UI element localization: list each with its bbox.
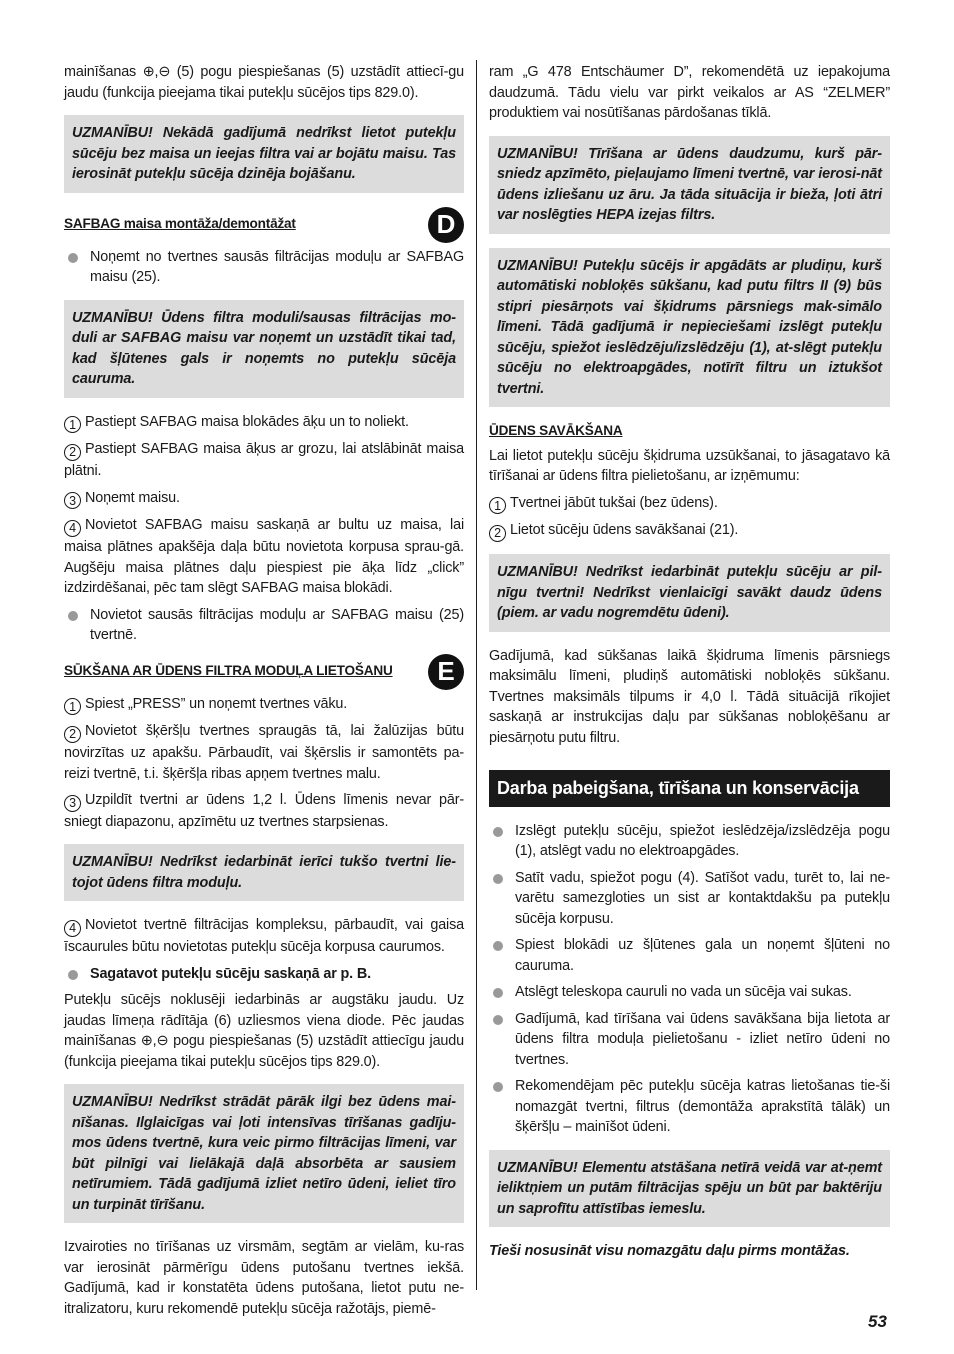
warning-box: UZMANĪBU! Nedrīkst iedarbināt ierīci tukšo tvertni lie-tojot ūdens filtra moduļu.: [64, 844, 464, 901]
warning-box: UZMANĪBU! Tīrīšana ar ūdens daudzumu, kurš pār-sniedz apzīmēto, pieļaujamo līmeni tvertnē, var ierosi-nāt ūdens izliešanu uz āru. Ja tāda situācija ir bieža, ļoti ātri var noslēgties HEPA izejas filtrs.: [489, 136, 890, 234]
bullet-item: Izslēgt putekļu sūcēju, spiežot ieslēdzēja/izslēdzēja pogu (1), atslēgt vadu no elektroapgādes.: [489, 821, 890, 862]
step-item: [64, 439, 464, 481]
step-text: Lietot sūcēju ūdens savākšanai (21).: [510, 522, 739, 539]
column-divider: [476, 60, 477, 1290]
paragraph: Gadījumā, kad sūkšanas laikā šķidruma līmenis pārsniegs maksimālu līmeni, pludiņš automātiski nobloķēs sūkšanu. Tvertnes maksimāls tilpums ir 4,0 l. Tādā situācijā rīkojiet saskaņā ar instrukcijas daļu par sūkšanas nobloķēšanu ar piesārņotu putu filtru.: [489, 647, 890, 746]
section-heading-row: [64, 654, 464, 690]
step-number-icon: 4: [64, 520, 81, 537]
step-text: Uzpildīt tvertni ar ūdens 1,2 l. Ūdens līmenis nevar pār-sniegt diapazonu, apzīmētu uz tvertnes starpsienas.: [64, 792, 464, 830]
bullet-item: Sagatavot putekļu sūcēju saskaņā ar p. B.: [64, 964, 464, 985]
section-heading-row: [489, 421, 890, 442]
step-text: Pastiept SAFBAG maisa blokādes āķu un to noliekt.: [85, 413, 409, 430]
step-item: [64, 694, 464, 716]
step-number-icon: 2: [489, 525, 506, 542]
bullet-item: Atslēgt teleskopa cauruli no vada un sūcēja vai sukas.: [489, 982, 890, 1003]
step-item: [64, 412, 464, 434]
paragraph: ram „G 478 Entschäumer D”, rekomendētā uz iepakojuma daudzumā. Tādu vielu var pirkt veikalos ar AS “ZELMER” produktiem vai nosūtīšanas pārdošanas tīklā.: [489, 64, 890, 121]
bullet-item: Novietot sausās filtrācijas moduļu ar SAFBAG maisu (25) tvertnē.: [64, 605, 464, 646]
step-number-icon: 2: [64, 444, 81, 461]
step-text: Novietot tvertnē filtrācijas kompleksu, pārbaudīt, vai gaisa īscaurules būtu novietotas putekļu sūcēja korpusa caurumos.: [64, 917, 464, 955]
step-item: [64, 915, 464, 957]
warning-box: UZMANĪBU! Ūdens filtra moduli/sausas filtrācijas mo-duli ar SAFBAG maisu var noņemt un uzstādīt tikai tad, kad šļūtenes gals ir noņemts no putekļu sūcēja cauruma.: [64, 300, 464, 398]
section-badge-d: D: [428, 207, 464, 243]
step-number-icon: 1: [64, 416, 81, 433]
warning-box: UZMANĪBU! Nedrīkst iedarbināt putekļu sūcēju ar pil-nīgu tvertni! Nedrīkst vienlaicīgi savākt daudz ūdens (piem. ar vadu nogremdētu ūdeni).: [489, 554, 890, 632]
step-number-icon: 4: [64, 920, 81, 937]
warning-box: UZMANĪBU! Putekļu sūcējs ir apgādāts ar pludiņu, kurš automātiski nobloķēs sūkšanu, kad putu filtrs II (9) būs stipri piesārņots vai šķidrums pārsniegs mak-simālo līmeni. Tādā gadījumā ir nepieciešami izslēgt putekļu sūcēju, spiežot ieslēdzēju/izslēdzēju (1), at-slēgt putekļu sūcēju no elektroapgādes, notīrīt filtru un iztukšot tvertni.: [489, 248, 890, 408]
step-number-icon: 3: [64, 795, 81, 812]
step-text: Noņemt maisu.: [85, 489, 180, 506]
bullet-item: Rekomendējam pēc putekļu sūcēja katras lietošanas tie-ši nomazgāt tvertni, filtrus (demontāža aprakstītā tālāk) un šķēršļu – mainīšot ūdeni.: [489, 1076, 890, 1138]
right-column: [489, 62, 890, 1268]
paragraph: mainīšanas ⊕,⊖ (5) pogu piespiešanas (5) uzstādīt attiecī-gu jaudu (funkcija pieejama tikai putekļu sūcējos tips 829.0).: [64, 64, 464, 101]
left-column: [64, 62, 464, 1325]
paragraph: Lai lietot putekļu sūcēju šķidruma uzsūkšanai, to jāsagatavo kā tīrīšanai ar ūdens filtra pielietošanu, ar izņēmumu:: [489, 447, 890, 484]
warning-box: UZMANĪBU! Nedrīkst strādāt pārāk ilgi bez ūdens mai-nīšanas. Ilglaicīgas vai ļoti intensīvas tīrīšanas gadīju-mos ūdens tvertnē, kura veic pirmo filtrācijas līmeni, var būt pilnīgi vai lielākajā daļā absorbēta ar sausiem netīrumiem. Tādā gadījumā izliet netīro ūdeni, ieliet tīro un turpināt tīrīšanu.: [64, 1084, 464, 1223]
step-number-icon: 1: [64, 698, 81, 715]
step-item: [489, 493, 890, 515]
water-filter-heading: SŪKŠANA AR ŪDENS FILTRA MODUĻA LIETOŠANU: [64, 663, 393, 679]
bullet-item: Gadījumā, kad tīrīšana vai ūdens savākšana bija lietota ar ūdens filtra moduļa pielietošanu - izliet netīro ūdeni no tvertnes.: [489, 1009, 890, 1071]
warning-box: UZMANĪBU! Elementu atstāšana netīrā veidā var at-ņemt ieliktņiem un putām filtrācijas spēju un būt par baktēriju un saprofītu attīstības iemeslu.: [489, 1150, 890, 1228]
water-collection-heading: ŪDENS SAVĀKŠANA: [489, 423, 623, 438]
step-text: Spiest „PRESS” un noņemt tvertnes vāku.: [85, 695, 348, 712]
step-item: [489, 520, 890, 542]
step-number-icon: 1: [489, 497, 506, 514]
step-text: Novietot šķēršļu tvertnes spraugās tā, lai žalūzijas būtu novirzītas uz apakšu. Pārbaudīt, vai šķērslis ir samontēts pa-reizi tvertnē, t.i. šķēršļa ribas apņem tvertnes malu.: [64, 723, 464, 782]
section-badge-e: E: [428, 654, 464, 690]
step-item: [64, 790, 464, 832]
step-text: Pastiept SAFBAG maisa āķus ar grozu, lai atslābināt maisa plātni.: [64, 441, 464, 479]
page-number: 53: [868, 1312, 887, 1331]
warning-box: UZMANĪBU! Nekādā gadījumā nedrīkst lietot putekļu sūcēju bez maisa un ieejas filtra vai ar bojātu maisu. Tas ierosināt putekļu sūcēja dzinēja bojāšanu.: [64, 115, 464, 193]
paragraph: Izvairoties no tīrīšanas uz virsmām, segtām ar vielām, ku-ras var ierosināt pārmērīgu ūdens putošanu tvertnes iekšā. Gadījumā, kad ir konstatēta ūdens putošana, lietot putu ne-itralizatoru, kuru rekomendē putekļu sūcēja ražotājs, piemē-: [64, 1239, 464, 1317]
safbag-heading: SAFBAG maisa montāža/demontāžat: [64, 216, 296, 232]
section-heading-row: [64, 207, 464, 243]
bullet-item: Noņemt no tvertnes sausās filtrācijas moduļu ar SAFBAG maisu (25).: [64, 247, 464, 288]
step-item: [64, 721, 464, 784]
step-item: [64, 488, 464, 510]
bullet-item: Spiest blokādi uz šļūtenes gala un noņemt šļūteni no cauruma.: [489, 935, 890, 976]
step-number-icon: 2: [64, 726, 81, 743]
step-item: [64, 515, 464, 598]
step-number-icon: 3: [64, 492, 81, 509]
final-note: Tieši nosusināt visu nomazgātu daļu pirms montāžas.: [489, 1243, 850, 1259]
section-title-bar: Darba pabeigšana, tīrīšana un konservācija: [489, 770, 890, 807]
bullet-item: Satīt vadu, spiežot pogu (4). Satīšot vadu, turēt to, lai ne-varētu samezgloties un sist ar kontaktdakšu pa putekļu sūcēja korpusu.: [489, 868, 890, 930]
step-text: Novietot SAFBAG maisu saskaņā ar bultu uz maisa, lai maisa plātnes apakšēja daļa būtu novietota korpusa sprau-gā. Augšēju maisa plātnes daļu piespiest pie āķa līdz „click” izdzirdēšanai, pēc tam slēgt SAFBAG maisa blokādi.: [64, 517, 464, 596]
step-text: Tvertnei jābūt tukšai (bez ūdens).: [510, 494, 718, 511]
paragraph: Putekļu sūcējs noklusēji iedarbinās ar augstāku jaudu. Uz jaudas līmeņa rādītāja (6) uzliesmos viena diode. Pēc jaudas mainīšanas ⊕,⊖ pogu piespiešanas (5) uzstādīt attiecīgu jaudu (funkcija pieejama tikai putekļu sūcējos tips 829.0).: [64, 992, 464, 1070]
